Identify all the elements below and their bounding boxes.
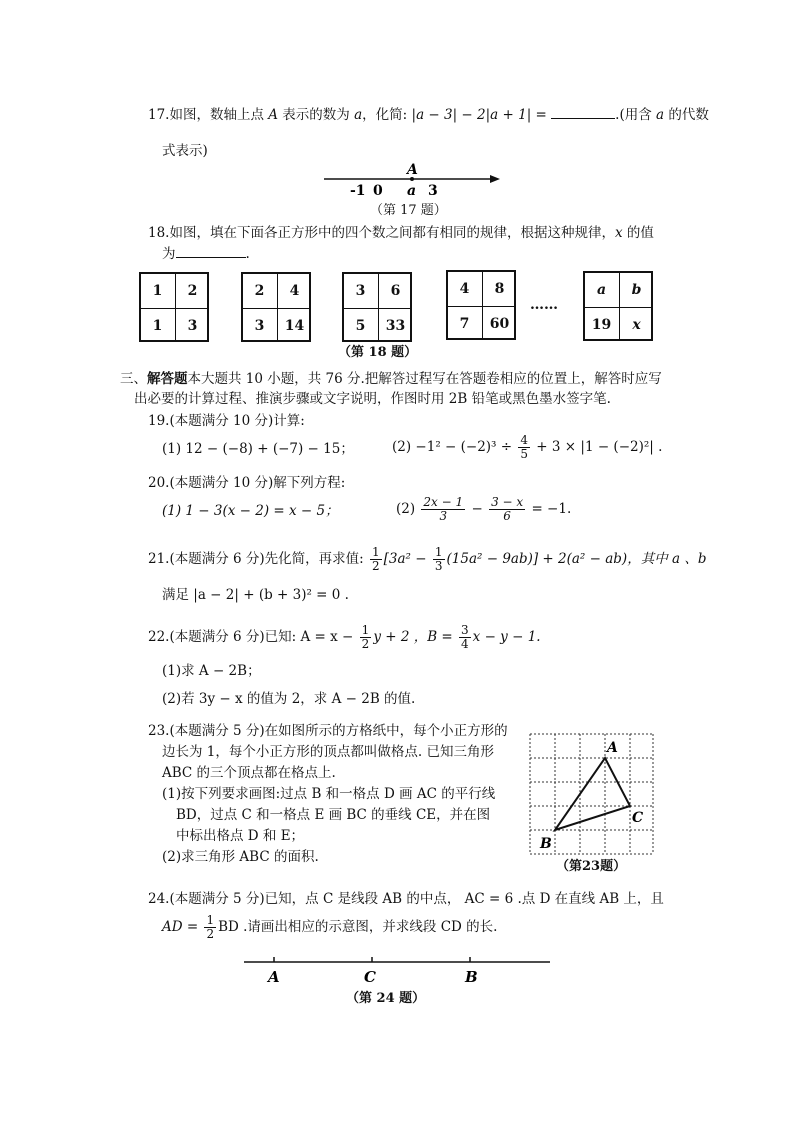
q19-title: 19.(本题满分 10 分)计算: [148,413,305,429]
q23-line: 中标出格点 D 和 E； [176,828,305,844]
q24-line1: 24.(本题满分 5 分)已知，点 C 是线段 AB 的中点， AC = 6 .点 D 在直线 AB 上，且 [148,891,664,907]
q24-caption: （第 24 题） [346,991,426,1006]
section-header-line2: 出必要的计算过程、推演步骤或文字说明，作图时用 2B 铅笔或黑色墨水签字笔. [134,391,611,407]
q17-number-line [320,160,510,200]
q22-line1: 22.(本题满分 6 分)已知: A = x − $\frac{1}{2}$ y + 2 ，B = $\frac{3}{4}$ x − y − 1. [148,623,541,651]
q17-point-label: A [407,162,418,178]
point-label-b: B [465,968,478,986]
vertex-label-b: B [540,836,552,852]
point-label-c: C [364,968,376,986]
axis-label: a [407,183,417,199]
q23-line: 23.(本题满分 5 分)在如图所示的方格纸中，每个小正方形的 [148,723,508,739]
q19-part1: (1) 12 − (−8) + (−7) − 15； [162,441,354,457]
number-square: 2 4 3 14 [241,272,311,342]
q17-line1: 17.如图，数轴上点 A 表示的数为 a，化简: |a − 3| − 2|a + 1| = .(用含 a 的代数 [148,107,709,123]
number-square: 1 2 1 3 [139,272,209,342]
q24-line2: AD = $\frac{1}{2}$ BD .请画出相应的示意图，并求线段 CD 的长. [162,913,498,941]
number-square: 3 6 5 33 [342,272,412,342]
section-header: 三、解答题本大题共 10 小题，共 76 分.把解答过程写在答题卷相应的位置上，解答时应写 [120,371,662,387]
q24-segment-figure [240,952,560,988]
q17-caption: （第 17 题） [370,203,447,218]
q23-grid-figure [524,728,664,862]
vertex-label-a: A [607,740,618,756]
q21-line1: 21.(本题满分 6 分)先化简，再求值: $\frac{1}{2}$ [3a² − $\frac{1}{3}$ (15a² − 9ab)] + 2(a² − ab)，其中 a 、b [148,545,707,573]
vertex-label-c: C [632,810,644,826]
q20-part2: (2) $\frac{2x - 1}{3}$ − $\frac{3 - x}{6}$ = −1. [396,495,572,523]
number-square: a b 19 x [583,271,653,341]
point-label-a: A [268,968,280,986]
axis-label: -1 [350,183,366,199]
q19-part2: (2) −1² − (−2)³ ÷ $\frac{4}{5}$ + 3 × |1 − (−2)²| . [392,433,663,461]
q18-answer-blank [176,245,246,258]
arrow-icon [490,175,500,183]
q18-ellipsis: …… [530,297,558,313]
q23-line: BD，过点 C 和一格点 E 画 BC 的垂线 CE，并在图 [176,807,491,823]
q21-line2: 满足 |a − 2| + (b + 3)² = 0 . [162,587,349,603]
q20-part1: (1) 1 − 3(x − 2) = x − 5； [162,503,339,519]
q18-line1: 18.如图，填在下面各正方形中的四个数之间都有相同的规律，根据这种规律，x 的值 [148,225,654,241]
q23-line: 边长为 1，每个小正方形的顶点都叫做格点. 已知三角形 [162,744,494,760]
q17-answer-blank [551,106,615,119]
q23-line: ABC 的三个顶点都在格点上. [162,765,336,781]
q20-title: 20.(本题满分 10 分)解下列方程: [148,475,346,491]
q17-expression: |a − 3| − 2|a + 1| = [411,107,547,123]
q23-line: (2)求三角形 ABC 的面积. [162,849,319,865]
axis-label: 3 [428,183,438,199]
q23-caption: （第23题） [556,859,627,874]
number-square: 4 8 7 60 [446,270,516,340]
triangle-abc [555,758,630,830]
q17-line2: 式表示) [162,143,208,159]
q22-part2: (2)若 3y − x 的值为 2，求 A − 2B 的值. [162,691,416,707]
axis-label: 0 [373,183,383,199]
q22-part1: (1)求 A − 2B； [162,663,261,679]
q23-line: (1)按下列要求画图:过点 B 和一格点 D 画 AC 的平行线 [162,786,496,802]
q18-line2: 为 . [162,246,250,262]
q18-caption: （第 18 题） [338,345,418,360]
